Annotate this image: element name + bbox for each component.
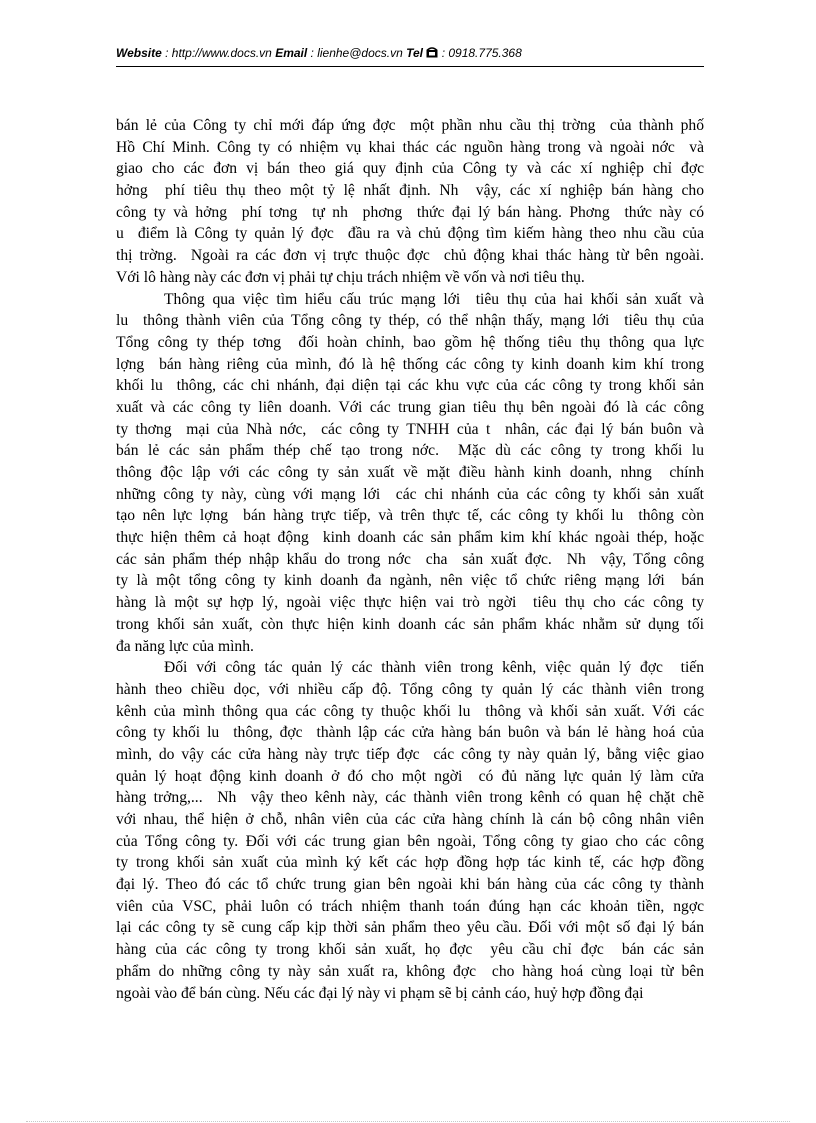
email-address[interactable]: : lienhe@docs.vn: [307, 46, 407, 60]
website-url[interactable]: : http://www.docs.vn: [161, 46, 276, 60]
footer-rule: [26, 1121, 790, 1122]
tel-number[interactable]: : 0918.775.368: [438, 46, 522, 60]
text-line: Thông qua việc tìm hiểu cấu trúc mạng lới tiêu thụ của hai khối sản xuất và: [164, 290, 704, 308]
text-line: đa năng lực của mình.: [116, 637, 254, 655]
text-line: trong khối sản xuất, còn thực hiện kinh doanh các sản phẩm khác nhằm sử dụng tối: [116, 615, 704, 633]
text-line: với nhau, thể hiện ở chỗ, nhân viên của các cửa hàng chính là cán bộ công nhân viên: [116, 811, 704, 828]
text-line: Tổng công ty thép tơng đối hoàn chỉnh, bao gồm hệ thống tiêu thụ thông qua lực: [116, 333, 704, 351]
text-line: các sản phẩm thép nhập khẩu do trong nớc cha sản xuất đợc. Nh vậy, Tổng công: [116, 550, 704, 568]
text-line: thực hiện thêm cả hoạt động kinh doanh các sản phẩm kim khí khác ngoài thép, hoặc: [116, 529, 704, 547]
text-line: bán lẻ các sản phẩm thép chế tạo trong nớc. Mặc dù các công ty trong khối lu: [116, 442, 704, 460]
text-line: của Tổng công ty. Đối với các trung gian bên ngoài, Tổng công ty giao cho các công: [116, 832, 704, 850]
text-line: xuất và các công ty liên doanh. Với các trung gian tiêu thụ bên ngoài đó là các công: [116, 398, 704, 416]
text-line: hành theo chiều dọc, với nhiều cấp độ. Tổng công ty quản lý các thành viên trong: [116, 680, 704, 698]
text-line: đại lý. Theo đó các tổ chức trung gian bên ngoài khi bán hàng của các công ty thành: [116, 876, 704, 894]
text-line: Đối với công tác quản lý các thành viên trong kênh, việc quản lý đợc tiến: [164, 659, 704, 677]
text-line: kênh của mình thông qua các công ty thuộc khối lu thông và khối sản xuất. Với các: [116, 702, 704, 720]
text-line: mình, do vậy các cửa hàng này trực tiếp đợc các công ty này quản lý, bằng việc giao: [116, 745, 704, 763]
text-line: hàng trởng,... Nh vậy theo kênh này, các thành viên trong kênh có quan hệ chặt chẽ: [116, 789, 704, 807]
paragraph: [116, 115, 704, 289]
text-line: hàng là một sự hợp lý, ngoài việc thực hiện vai trò ngời tiêu thụ cho các công ty: [116, 594, 704, 612]
text-line: khối lu thông, các chi nhánh, đại diện tại các khu vực của các công ty trong khối sản: [116, 377, 704, 395]
website-label: Website: [116, 46, 162, 60]
text-line: công ty khối lu thông, đợc thành lập các cửa hàng bán buôn và bán lẻ hàng hoá của: [116, 724, 704, 742]
text-line: công ty và hởng phí tơng tự nh phơng thức đại lý bán hàng. Phơng thức này có: [116, 203, 704, 221]
text-line: thông độc lập với các công ty sản xuất về mặt điều hành kinh doanh, nhng chính: [116, 464, 704, 481]
email-label: Email: [275, 46, 308, 60]
paragraph: [116, 657, 704, 1004]
header-rule: [116, 66, 704, 67]
phone-icon: [426, 47, 438, 58]
paragraph: [116, 289, 704, 658]
tel-label: Tel: [406, 46, 424, 60]
text-line: ty thơng mại của Nhà nớc, các công ty TNHH của t nhân, các đại lý bán buôn và: [116, 420, 704, 438]
text-line: bán lẻ của Công ty chỉ mới đáp ứng đợc một phần nhu cầu thị trờng của thành phố: [116, 117, 704, 134]
text-line: giao cho các đơn vị bán theo giá quy định của Công ty và các xí nghiệp chỉ đợc: [116, 160, 704, 178]
text-line: hàng của các công ty trong khối sản xuất, họ đợc yêu cầu chỉ đợc bán các sản: [116, 941, 704, 959]
text-line: Hồ Chí Minh. Công ty có nhiệm vụ khai thác các nguồn hàng trong và ngoài nớc và: [116, 138, 704, 156]
page-header: [116, 46, 704, 60]
text-line: ty là một tổng công ty kinh doanh đa ngành, nên việc tổ chức riêng mạng lới bán: [116, 572, 704, 590]
text-line: hởng phí tiêu thụ theo một tỷ lệ nhất định. Nh vậy, các xí nghiệp bán hàng cho: [116, 182, 704, 200]
text-line: thị trờng. Ngoài ra các đơn vị trực thuộc đợc chủ động khai thác hàng từ bên ngoài.: [116, 247, 704, 265]
text-line: lại các công ty sẽ cung cấp kịp thời sản phẩm theo yêu cầu. Đối với một số đại lý bán: [116, 919, 704, 937]
text-line: tạo nên lực lợng bán hàng trực tiếp, và trên thực tế, các công ty khối lu thông còn: [116, 507, 704, 525]
text-line: ngoài vào để bán cùng. Nếu các đại lý này vi phạm sẽ bị cảnh cáo, huỷ hợp đồng đại: [116, 984, 644, 1002]
text-line: lu thông thành viên của Tổng công ty thép, có thể nhận thấy, mạng lới tiêu thụ của: [116, 312, 704, 330]
text-line: u điểm là Công ty quản lý đợc đầu ra và chủ động tìm kiếm hàng theo nhu cầu của: [116, 225, 704, 243]
document-body: [116, 115, 704, 1004]
text-line: lợng bán hàng riêng của mình, đó là hệ thống các công ty kinh doanh kim khí trong: [116, 355, 704, 373]
text-line: những công ty này, cùng với mạng lới các chi nhánh của các công ty khối sản xuất: [116, 485, 704, 503]
text-line: Với lô hàng này các đơn vị phải tự chịu trách nhiệm về vốn và nơi tiêu thụ.: [116, 268, 585, 286]
text-line: ty trong khối sản xuất của mình ký kết các hợp đồng hợp tác kinh tế, các hợp đồng: [116, 854, 704, 872]
text-line: quản lý hoạt động kinh doanh ở đó cho một ngời có đủ năng lực quản lý làm cửa: [116, 767, 704, 785]
text-line: phẩm do những công ty này sản xuất ra, không đợc cho hàng hoá cùng loại từ bên: [116, 962, 704, 980]
text-line: viên của VSC, phải luôn có trách nhiệm thanh toán đúng hạn các khoản tiền, ngợc: [116, 897, 704, 915]
